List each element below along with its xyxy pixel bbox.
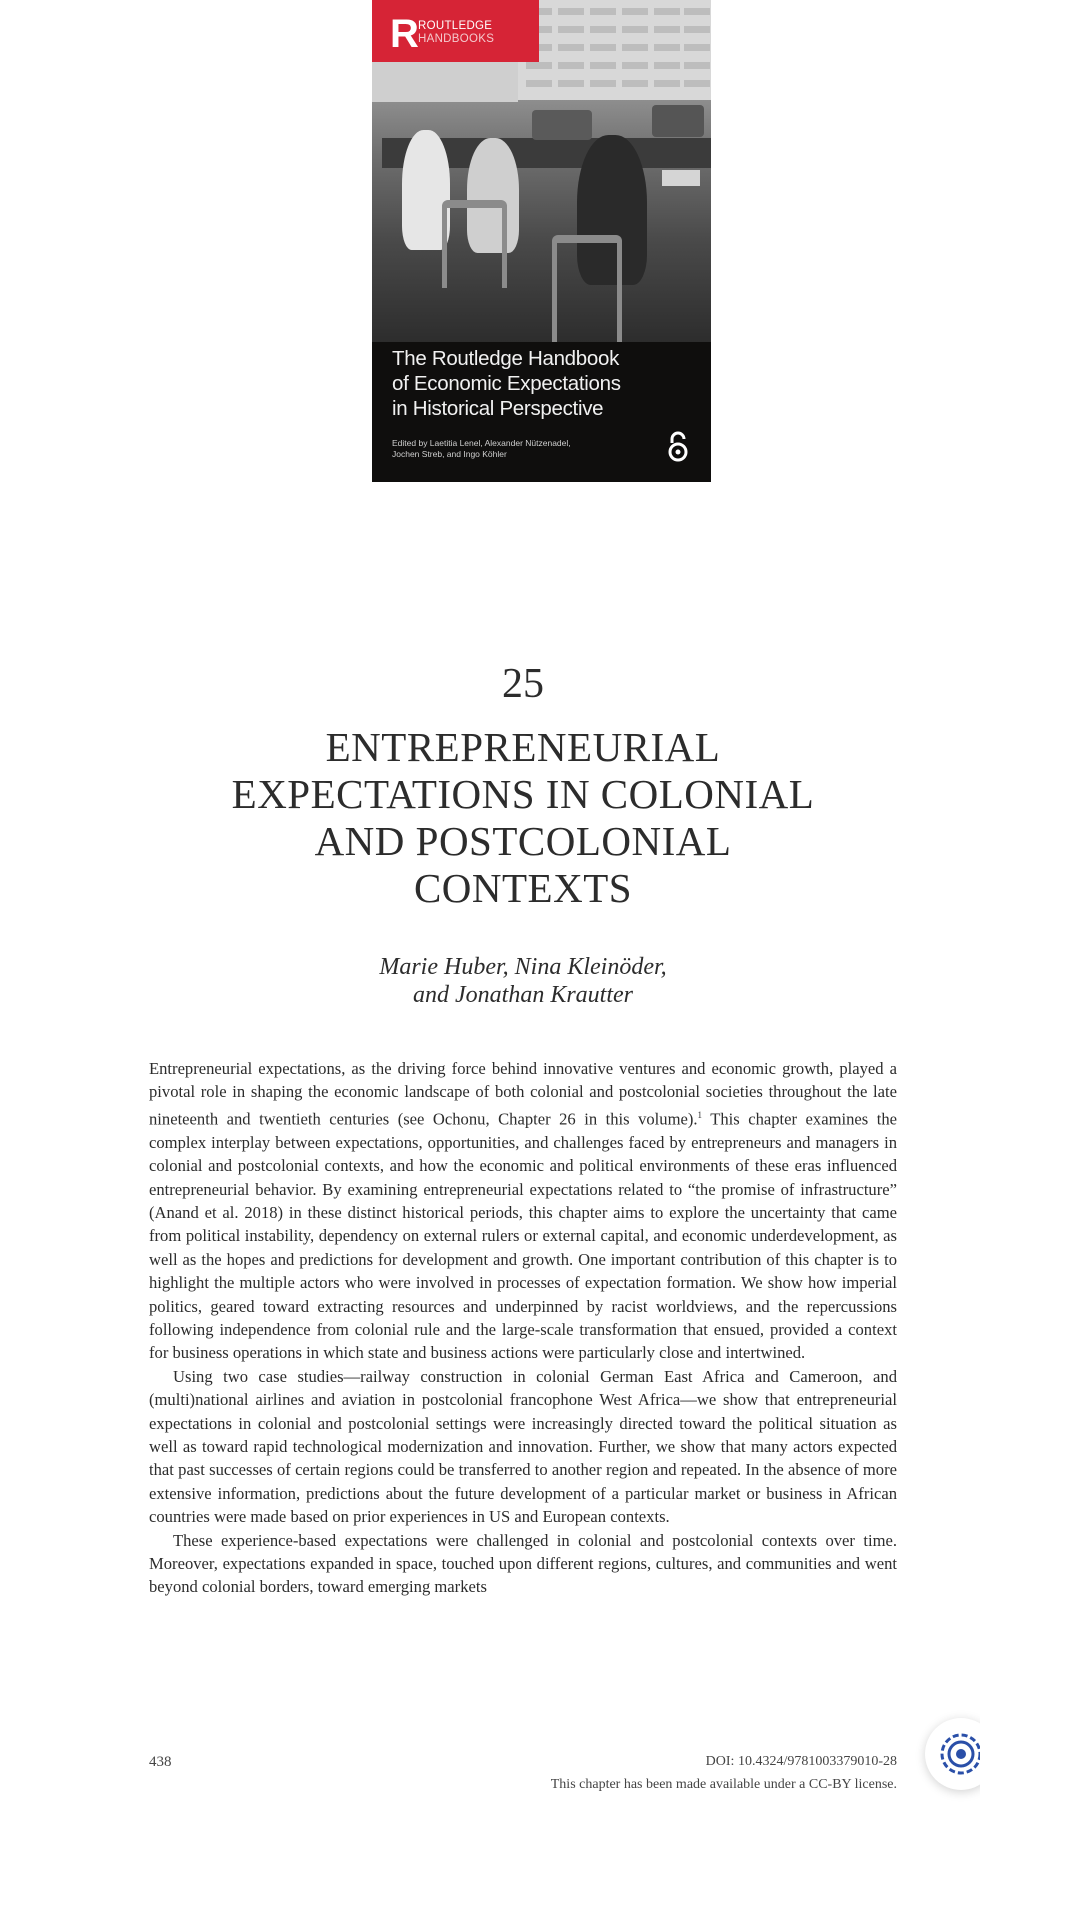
chapter-authors [0, 953, 1046, 1009]
cover-photo-board [518, 0, 711, 100]
chapter-number: 25 [502, 661, 544, 707]
body-paragraph [149, 1057, 897, 1365]
brand-line-2: HANDBOOKS [418, 33, 495, 45]
paragraph-text: Entrepreneurial expectations, as the driving force behind innovative ventures and economic growth, played a pivotal role in shaping the economic landscape of both colonial and postcolonial societies throughout the late nineteenth and twentieth centuries (see Ochonu, Chapter 26 in this volume). [149, 1059, 897, 1129]
chapter-body [149, 1057, 897, 1599]
cover-editors-line: Jochen Streb, and Ingo Köhler [392, 449, 507, 459]
routledge-logo-icon: R [390, 12, 419, 56]
chapter-title-line: ENTREPRENEURIAL [325, 724, 721, 770]
doi-link[interactable]: DOI: 10.4324/9781003379010-28 [705, 1754, 897, 1769]
cover-photo-chair [552, 235, 622, 342]
cover-title-line: The Routledge Handbook [392, 347, 620, 370]
cover-photo-chair [442, 200, 507, 288]
cover-title [392, 346, 682, 421]
accessibility-icon [939, 1732, 983, 1776]
body-paragraph: These experience-based expectations were challenged in colonial and postcolonial contexts over time. Moreover, expectations expanded in space, touched upon different regions, cultures, and communities and went beyond colonial borders, toward emerging markets [149, 1530, 897, 1597]
authors-line: and Jonathan Krautter [413, 982, 633, 1008]
chapter-title [0, 724, 1046, 912]
screen-edge-mask [980, 1690, 1080, 1810]
chapter-title-line: AND POSTCOLONIAL [314, 818, 732, 864]
brand-line-1: ROUTLEDGE [418, 20, 493, 32]
cover-editors [392, 438, 652, 460]
open-access-icon [665, 430, 691, 464]
footnote-marker[interactable]: 1 [697, 1109, 703, 1120]
book-cover[interactable] [372, 0, 711, 482]
cover-title-line: in Historical Perspective [392, 397, 604, 420]
authors-line: Marie Huber, Nina Kleinöder, [379, 954, 667, 980]
chapter-title-line: CONTEXTS [413, 865, 633, 911]
publisher-logo [372, 0, 539, 62]
body-paragraph: Using two case studies—railway construction in colonial German East Africa and Cameroon, and (multi)national airlines and aviation in postcolonial francophone West Africa—we show that entrepreneurial expectations in colonial and postcolonial settings were increasingly directed toward the political situation as well as toward rapid technological modernization and innovation. Further, we show that many actors expected that past successes of certain regions could be transferred to another region and repeated. In the absence of more extensive information, predictions about the future development of a particular market or business in African countries were made based on prior experiences in US and European contexts. [149, 1366, 897, 1527]
cover-editors-line: Edited by Laetitia Lenel, Alexander Nützenadel, [392, 438, 571, 448]
page-number: 438 [149, 1754, 172, 1770]
paragraph-text: This chapter examines the complex interplay between expectations, opportunities, and challenges faced by entrepreneurs and managers in colonial and postcolonial contexts, and how the economic and political environments of these eras influenced entrepreneurial behavior. By examining entrepreneurial expectations related to “the promise of infrastructure” (Anand et al. 2018) in these distinct historical periods, this chapter aims to explore the uncertainty that came from political instability, dependency on external rulers or external capital, and economic underdevelopment, as well as the hopes and predictions for development and growth. One important contribution of this chapter is to highlight the multiple actors who were involved in processes of expectation formation. We show how imperial politics, geared toward extracting resources and underpinned by racist worldviews, and the repercussions following independence from colonial rule and the large-scale transformation that ensued, provided a context for business operations in which state and business actions were particularly close and intertwined. [149, 1109, 897, 1363]
cover-title-line: of Economic Expectations [392, 372, 621, 395]
chapter-title-line: EXPECTATIONS IN COLONIAL [231, 771, 815, 817]
license-note: This chapter has been made available under a CC-BY license. [550, 1777, 897, 1792]
